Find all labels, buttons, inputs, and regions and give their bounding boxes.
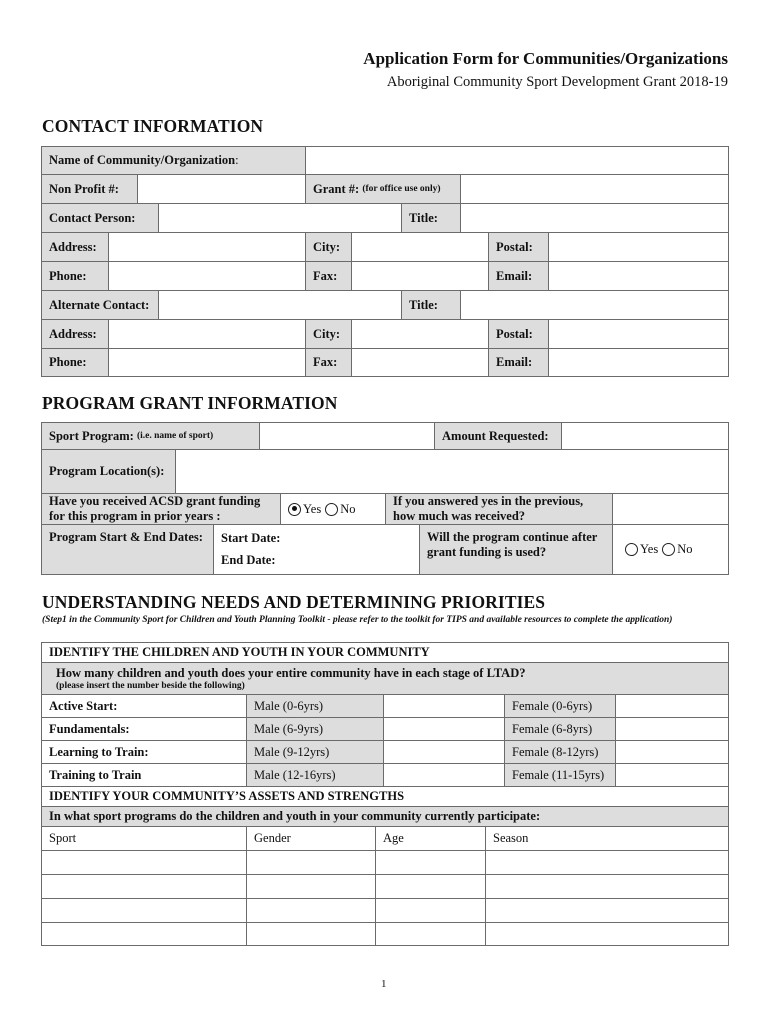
sport-cell[interactable] xyxy=(41,850,247,875)
stage-label: Fundamentals: xyxy=(41,717,247,741)
female-count-field[interactable] xyxy=(615,717,729,741)
ltad-question-box xyxy=(41,662,729,695)
alternate-fax-field[interactable] xyxy=(351,348,489,377)
male-range-label: Male (9-12yrs) xyxy=(246,740,384,764)
male-range-label: Male (0-6yrs) xyxy=(246,694,384,718)
phone-field[interactable] xyxy=(108,261,306,291)
org-name-field[interactable] xyxy=(305,146,729,175)
female-count-field[interactable] xyxy=(615,763,729,787)
acsd-radio-group xyxy=(280,493,386,525)
acsd-question: Have you received ACSD grant funding for this program in prior years : xyxy=(41,493,281,525)
fax-label: Fax: xyxy=(305,261,352,291)
city-label: City: xyxy=(305,232,352,262)
stage-label: Training to Train xyxy=(41,763,247,787)
column-header-age: Age xyxy=(375,826,486,851)
female-range-label: Female (6-8yrs) xyxy=(504,717,616,741)
program-dates-label: Program Start & End Dates: xyxy=(41,524,214,575)
alternate-address-field[interactable] xyxy=(108,319,306,349)
female-range-label: Female (0-6yrs) xyxy=(504,694,616,718)
female-count-field[interactable] xyxy=(615,694,729,718)
alternate-fax-label: Fax: xyxy=(305,348,352,377)
postal-field[interactable] xyxy=(548,232,729,262)
program-location-field[interactable] xyxy=(175,449,729,494)
continue-yes-radio[interactable] xyxy=(625,543,638,556)
sport-cell[interactable] xyxy=(41,898,247,923)
title-label: Title: xyxy=(401,203,461,233)
grant-number-field[interactable] xyxy=(460,174,729,204)
address-field[interactable] xyxy=(108,232,306,262)
prior-amount-field[interactable] xyxy=(612,493,729,525)
email-field[interactable] xyxy=(548,261,729,291)
sport-cell[interactable] xyxy=(41,874,247,899)
alternate-contact-label: Alternate Contact: xyxy=(41,290,159,320)
form-title: Application Form for Communities/Organizations xyxy=(363,49,728,68)
end-date-label: End Date: xyxy=(221,553,276,567)
amount-requested-label: Amount Requested: xyxy=(434,422,562,450)
continue-no-radio[interactable] xyxy=(662,543,675,556)
sport-cell[interactable] xyxy=(41,922,247,946)
alternate-city-field[interactable] xyxy=(351,319,489,349)
season-cell[interactable] xyxy=(485,850,729,875)
contact-person-label: Contact Person: xyxy=(41,203,159,233)
contact-person-field[interactable] xyxy=(158,203,402,233)
female-range-label: Female (11-15yrs) xyxy=(504,763,616,787)
acsd-yes-label: Yes xyxy=(303,501,322,516)
season-cell[interactable] xyxy=(485,898,729,923)
continue-question: Will the program continue after grant funding is used? xyxy=(419,524,613,575)
programs-question: In what sport programs do the children and youth in your community currently participate: xyxy=(41,806,729,827)
city-field[interactable] xyxy=(351,232,489,262)
contact-section-title: CONTACT INFORMATION xyxy=(42,116,264,136)
male-count-field[interactable] xyxy=(383,717,505,741)
column-header-sport: Sport xyxy=(41,826,247,851)
needs-section-title: UNDERSTANDING NEEDS AND DETERMINING PRIORITIES xyxy=(42,592,546,612)
postal-label: Postal: xyxy=(488,232,549,262)
email-label: Email: xyxy=(488,261,549,291)
title-field[interactable] xyxy=(460,203,729,233)
continue-radio-group xyxy=(612,524,729,575)
alternate-contact-field[interactable] xyxy=(158,290,402,320)
ltad-note: (please insert the number beside the following) xyxy=(56,681,245,691)
alternate-title-field[interactable] xyxy=(460,290,729,320)
acsd-no-radio[interactable] xyxy=(325,503,338,516)
program-location-label: Program Location(s): xyxy=(41,449,176,494)
female-range-label: Female (8-12yrs) xyxy=(504,740,616,764)
prior-amount-question: If you answered yes in the previous, how much was received? xyxy=(385,493,613,525)
male-count-field[interactable] xyxy=(383,740,505,764)
non-profit-field[interactable] xyxy=(137,174,306,204)
program-dates-field[interactable] xyxy=(213,524,420,575)
needs-note: (Step1 in the Community Sport for Children and Youth Planning Toolkit - please refer to the toolkit for TIPS and available resources to complete the application) xyxy=(42,615,673,625)
season-cell[interactable] xyxy=(485,874,729,899)
alternate-phone-field[interactable] xyxy=(108,348,306,377)
column-header-gender: Gender xyxy=(246,826,376,851)
form-subtitle: Aboriginal Community Sport Development Grant 2018-19 xyxy=(386,74,728,90)
page-number: 1 xyxy=(381,978,387,990)
non-profit-label: Non Profit #: xyxy=(41,174,138,204)
alternate-city-label: City: xyxy=(305,319,352,349)
age-cell[interactable] xyxy=(375,850,486,875)
stage-label: Active Start: xyxy=(41,694,247,718)
season-cell[interactable] xyxy=(485,922,729,946)
female-count-field[interactable] xyxy=(615,740,729,764)
program-section-title: PROGRAM GRANT INFORMATION xyxy=(42,393,338,413)
sport-program-label: Sport Program: (i.e. name of sport) xyxy=(41,422,260,450)
continue-yes-label: Yes xyxy=(640,542,659,556)
fax-field[interactable] xyxy=(351,261,489,291)
gender-cell[interactable] xyxy=(246,922,376,946)
identify-children-heading: IDENTIFY THE CHILDREN AND YOUTH IN YOUR COMMUNITY xyxy=(41,642,729,663)
gender-cell[interactable] xyxy=(246,874,376,899)
grant-number-label: Grant #: (for office use only) xyxy=(305,174,461,204)
alternate-title-label: Title: xyxy=(401,290,461,320)
address-label: Address: xyxy=(41,232,109,262)
acsd-yes-radio[interactable] xyxy=(288,503,301,516)
stage-label: Learning to Train: xyxy=(41,740,247,764)
male-count-field[interactable] xyxy=(383,763,505,787)
ltad-question: How many children and youth does your entire community have in each stage of LTAD? xyxy=(56,666,526,680)
age-cell[interactable] xyxy=(375,898,486,923)
alternate-email-label: Email: xyxy=(488,348,549,377)
phone-label: Phone: xyxy=(41,261,109,291)
alternate-postal-label: Postal: xyxy=(488,319,549,349)
alternate-email-field[interactable] xyxy=(548,348,729,377)
acsd-no-label: No xyxy=(340,501,356,516)
age-cell[interactable] xyxy=(375,922,486,946)
gender-cell[interactable] xyxy=(246,898,376,923)
alternate-phone-label: Phone: xyxy=(41,348,109,377)
male-range-label: Male (6-9yrs) xyxy=(246,717,384,741)
age-cell[interactable] xyxy=(375,874,486,899)
identify-assets-heading: IDENTIFY YOUR COMMUNITY’S ASSETS AND STRENGTHS xyxy=(41,786,729,807)
sport-program-field[interactable] xyxy=(259,422,435,450)
gender-cell[interactable] xyxy=(246,850,376,875)
column-header-season: Season xyxy=(485,826,729,851)
male-count-field[interactable] xyxy=(383,694,505,718)
org-name-label: Name of Community/Organization : xyxy=(41,146,306,175)
amount-requested-field[interactable] xyxy=(561,422,729,450)
continue-no-label: No xyxy=(677,542,693,556)
alternate-postal-field[interactable] xyxy=(548,319,729,349)
alternate-address-label: Address: xyxy=(41,319,109,349)
male-range-label: Male (12-16yrs) xyxy=(246,763,384,787)
start-date-label: Start Date: xyxy=(221,531,281,545)
